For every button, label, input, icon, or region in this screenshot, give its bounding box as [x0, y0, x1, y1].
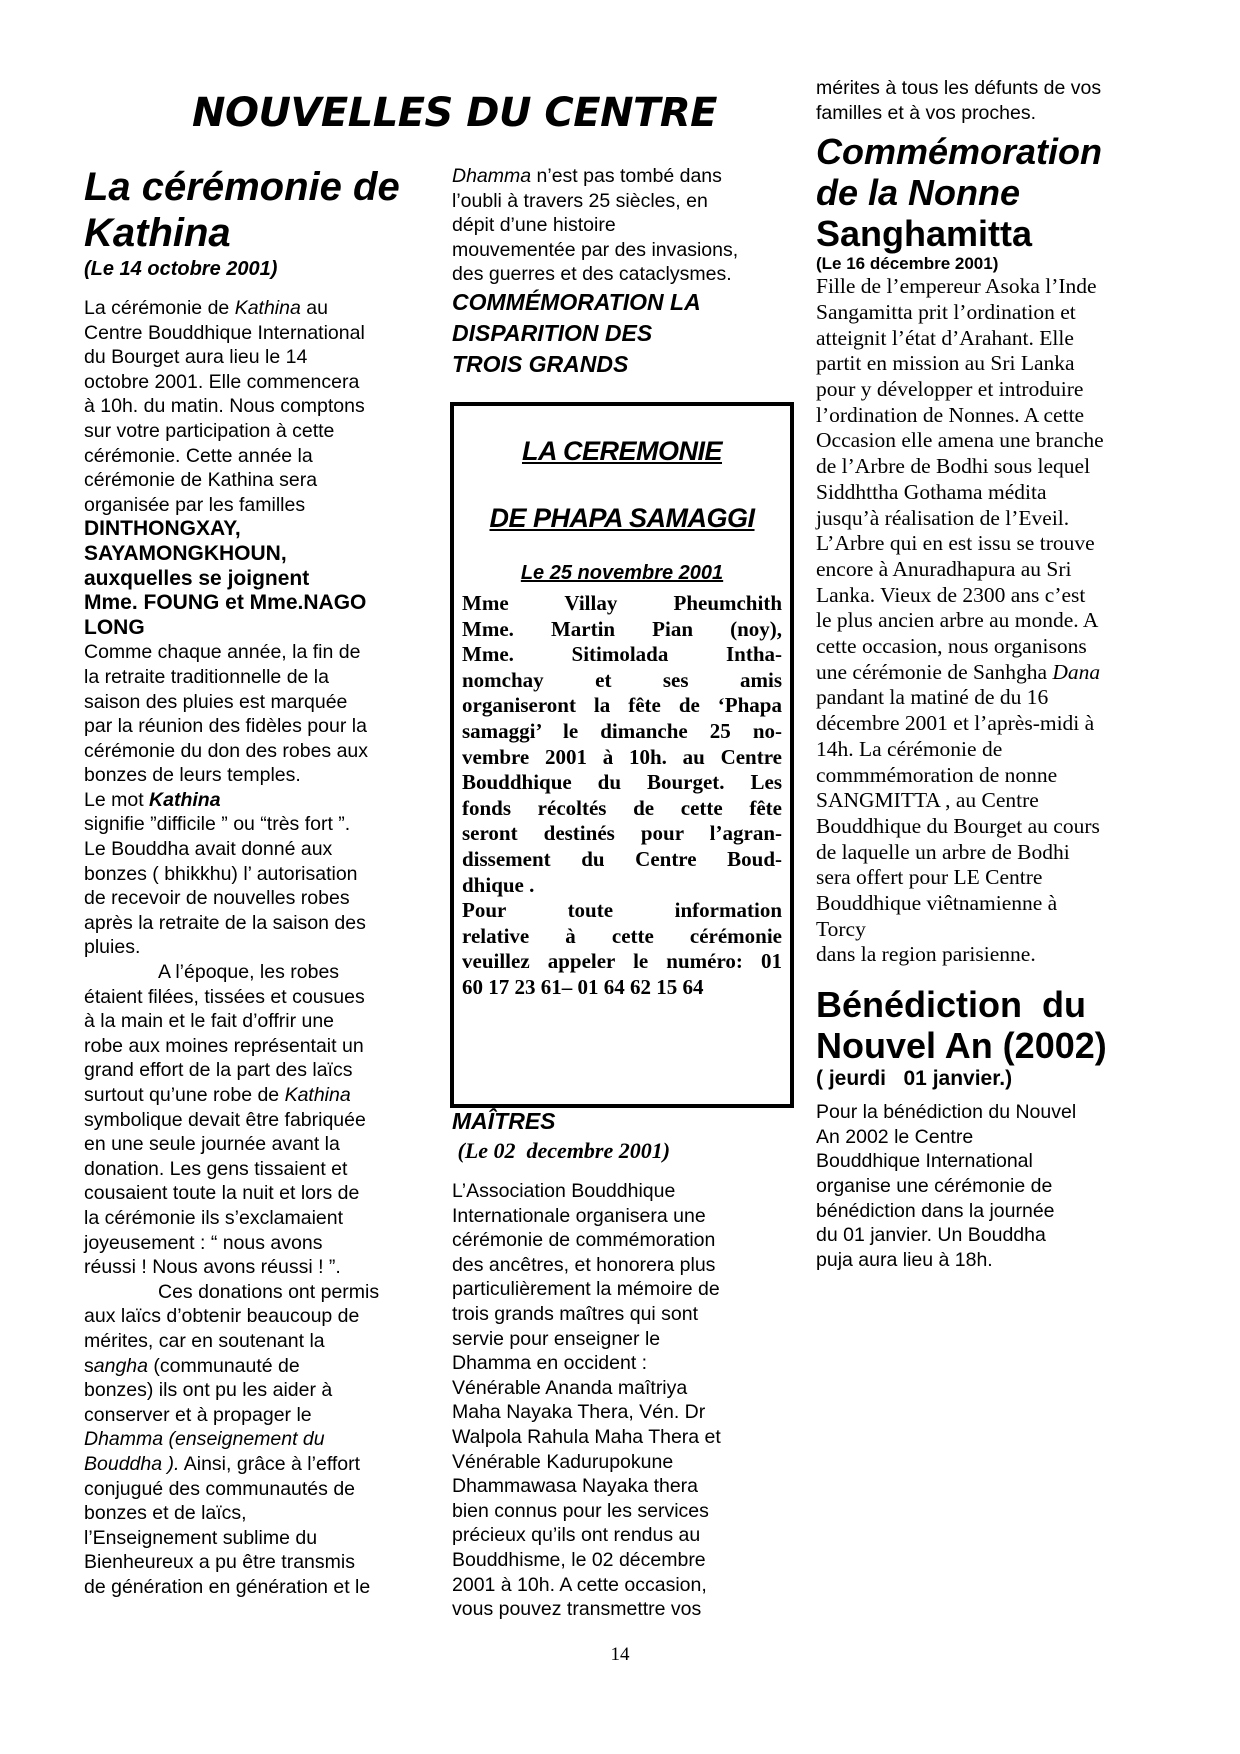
text-line: bonzes et de laïcs,	[84, 1502, 247, 1525]
text-line: donation. Les gens tissaient et	[84, 1157, 348, 1180]
text-line: Comme chaque année, la fin de	[84, 641, 361, 664]
text-line: à 10h. du matin. Nous comptons	[84, 395, 365, 418]
text-line: Pour la bénédiction du Nouvel	[816, 1101, 1077, 1124]
text-line: atteignit l’état d’Arahant. Elle	[816, 325, 1074, 350]
text-line: sangha (communauté de	[84, 1354, 300, 1377]
text-line: pour y développer et introduire	[816, 377, 1084, 401]
text-line: octobre 2001. Elle commencera	[84, 370, 360, 393]
text-line: Dhamma en occident :	[452, 1352, 648, 1375]
kathina-word: Kathina	[149, 788, 221, 811]
text-line: Walpola Rahula Maha Thera et	[452, 1425, 721, 1448]
text-line: SANGMITTA , au Centre	[816, 788, 1039, 813]
text-line: cette occasion, nous organisons	[816, 634, 1087, 659]
text-line: Le Bouddha avait donné aux	[84, 838, 333, 861]
text-line: Mme Villay Pheumchith	[462, 591, 782, 615]
text-line: Ces donations ont permis	[158, 1280, 380, 1303]
text-line: L’Arbre qui en est issu se trouve	[816, 531, 1095, 556]
text-line: Siddhttha Gothama médita	[816, 479, 1047, 504]
text-line: bonzes de leurs temples.	[84, 764, 301, 787]
text-line: Dhammawasa Nayaka thera	[452, 1475, 699, 1498]
maitres-date: (Le 02 decembre 2001)	[452, 1138, 671, 1163]
text-line: fonds récoltés de cette fête	[462, 795, 782, 820]
kathina-paragraph-2	[84, 640, 434, 788]
text-line: 60 17 23 61– 01 64 62 15 64	[462, 974, 704, 999]
text-line: Pour toute information	[462, 898, 782, 923]
kathina-heading-line1: La cérémonie de	[84, 165, 400, 209]
text-line: de l’Arbre de Bodhi sous lequel	[816, 454, 1091, 479]
text-line: décembre 2001 et l’après-midi à	[816, 711, 1095, 736]
text-line: sera offert pour LE Centre	[816, 865, 1043, 890]
text-line: le plus ancien arbre au monde. A	[816, 608, 1099, 633]
text-line: particulièrement la mémoire de	[452, 1278, 720, 1301]
text-line: précieux qu’ils ont rendus au	[452, 1524, 701, 1547]
text-line: trois grands maîtres qui sont	[452, 1302, 699, 1325]
box-title-line2: DE PHAPA SAMAGGI	[489, 503, 755, 533]
text-line: la cérémonie ils s’exclamaient	[84, 1206, 344, 1229]
kathina-heading	[84, 164, 434, 256]
kathina-paragraph-4	[84, 960, 434, 1280]
text-line: pandant la matiné de du 16	[816, 685, 1049, 710]
text-line: à la main et le fait d’offrir une	[84, 1010, 335, 1033]
text-line: de recevoir de nouvelles robes	[84, 887, 350, 910]
text-line: cérémonie du don des robes aux	[84, 739, 369, 762]
kathina-paragraph-5	[84, 1280, 434, 1600]
sanghamitta-date: (Le 16 décembre 2001)	[816, 254, 999, 274]
box-title-line1: LA CEREMONIE	[521, 436, 722, 466]
box-body	[454, 591, 790, 1001]
text-line: réussi ! Nous avons réussi ! ”.	[84, 1256, 341, 1279]
text-line: dissement du Centre Boud-	[462, 846, 782, 871]
nouvel-an-heading	[816, 984, 1166, 1066]
text-line: vous pouvez transmettre vos	[452, 1598, 702, 1621]
text-line: bonzes) ils ont pu les aider à	[84, 1379, 333, 1402]
maitres-heading-tail: MAÎTRES	[452, 1108, 556, 1134]
text-line: conjugué des communautés de	[84, 1477, 356, 1500]
text-line: Sangamitta prit l’ordination et	[816, 299, 1076, 324]
text-line: dépit d’une histoire	[452, 214, 616, 237]
sanghamitta-heading-line2: de la Nonne	[816, 172, 1021, 214]
text-line: encore à Anuradhapura au Sri	[816, 556, 1072, 581]
text-line: jusqu’à réalisation de l’Eveil.	[816, 505, 1070, 530]
text-line: LONG	[84, 615, 145, 639]
text-line: dhique .	[462, 872, 535, 897]
text-line: par la réunion des fidèles pour la	[84, 715, 367, 738]
text-line: DINTHONGXAY,	[84, 517, 241, 541]
text-line: des ancêtres, et honorera plus	[452, 1253, 716, 1276]
text-line: SAYAMONGKHOUN,	[84, 541, 287, 565]
text-line: Bouddha ). Ainsi, grâce à l’effort	[84, 1452, 361, 1475]
text-line: sur votre participation à cette	[84, 419, 335, 442]
kathina-intro	[84, 296, 434, 517]
text-line: familles et à vos proches.	[816, 101, 1037, 124]
text-line: A l’époque, les robes	[158, 961, 340, 984]
text-line: La cérémonie de Kathina au	[84, 297, 328, 319]
text-line: des guerres et des cataclysmes.	[452, 263, 732, 286]
text-line: 14h. La cérémonie de	[816, 736, 1003, 761]
text-line: robe aux moines représentait un	[84, 1034, 364, 1057]
text-line: cérémonie de Kathina sera	[84, 469, 318, 492]
text-line: joyeusement : “ nous avons	[84, 1231, 323, 1254]
nouvel-an-heading-line1: Bénédiction du	[816, 984, 1086, 1026]
sanghamitta-body	[816, 274, 1166, 968]
text-line: Torcy	[816, 916, 866, 941]
text-line: An 2002 le Centre	[816, 1125, 974, 1148]
text-line: surtout qu’une robe de Kathina	[84, 1084, 351, 1106]
text-line: mouvementée par des invasions,	[452, 238, 739, 261]
text-line: Bienheureux a pu être transmis	[84, 1551, 355, 1574]
text-line: partit en mission au Sri Lanka	[816, 351, 1075, 376]
text-line: l’Enseignement sublime du	[84, 1526, 318, 1549]
box-date: Le 25 novembre 2001	[520, 562, 724, 584]
text-line: mérites à tous les défunts de vos	[816, 77, 1102, 99]
page-title: NOUVELLES DU CENTRE	[192, 90, 717, 136]
page-number: 14	[610, 1644, 630, 1665]
text-line: symbolique devait être fabriquée	[84, 1108, 366, 1131]
text-line: TROIS GRANDS	[452, 350, 629, 377]
middle-column	[452, 164, 802, 380]
text-line: conserver et à propager le	[84, 1403, 312, 1426]
text-line: Mme. FOUNG et Mme.NAGO	[84, 591, 367, 615]
text-line: saison des pluies est marquée	[84, 690, 348, 713]
text-line: la retraite traditionnelle de la	[84, 665, 329, 688]
text-line: étaient filées, tissées et cousues	[84, 985, 365, 1008]
text-line: DISPARITION DES	[452, 319, 653, 346]
text-line: Centre Bouddhique International	[84, 321, 365, 344]
maitres-heading	[452, 287, 802, 380]
text-line: relative à cette cérémonie	[462, 923, 782, 948]
text-line: Bouddhique du Bourget. Les	[462, 770, 782, 795]
kathina-word-prefix: Le mot	[84, 788, 150, 811]
text-line: Vénérable Kadurupokune	[452, 1450, 674, 1473]
text-line: nomchay et ses amis	[462, 667, 782, 692]
kathina-continuation	[452, 164, 802, 287]
text-line: commmémoration de nonne	[816, 762, 1058, 787]
right-column	[816, 76, 1166, 1272]
text-line: bénédiction dans la journée	[816, 1199, 1055, 1222]
text-line: Occasion elle amena une branche	[816, 428, 1104, 453]
text-line: pluies.	[84, 936, 141, 959]
sanghamitta-heading-line3: Sanghamitta	[816, 213, 1033, 255]
text-line: une cérémonie de Sanhgha Dana	[816, 659, 1101, 684]
text-line: auxquelles se joignent	[84, 566, 310, 590]
text-line: cérémonie de commémoration	[452, 1229, 716, 1252]
maitres-continued	[452, 1106, 802, 1622]
text-line: L’Association Bouddhique	[452, 1180, 676, 1202]
article-kathina	[84, 164, 434, 1599]
text-line: Dhamma (enseignement du	[84, 1428, 325, 1451]
text-line: Bouddhique viêtnamienne à	[816, 891, 1058, 916]
text-line: servie pour enseigner le	[452, 1327, 661, 1350]
text-line: veuillez appeler le numéro: 01	[462, 949, 782, 974]
text-line: de génération en génération et le	[84, 1575, 371, 1598]
text-line: seront destinés pour l’agran-	[462, 821, 782, 846]
text-line: Dhamma n’est pas tombé dans	[452, 165, 722, 187]
text-line: Mme. Sitimolada Intha-	[462, 642, 782, 667]
kathina-families	[84, 517, 434, 640]
text-line: l’ordination de Nonnes. A cette	[816, 402, 1085, 427]
text-line: Fille de l’empereur Asoka l’Inde	[816, 274, 1097, 299]
kathina-word-line	[84, 788, 434, 813]
kathina-heading-line2: Kathina	[84, 211, 231, 255]
text-line: Bouddhique International	[816, 1150, 1033, 1173]
text-line: organise une cérémonie de	[816, 1174, 1053, 1197]
maitres-continuation	[816, 76, 1166, 125]
text-line: bien connus pour les services	[452, 1499, 709, 1522]
text-line: signifie ”difficile ” ou “très fort ”.	[84, 813, 351, 836]
text-line: puja aura lieu à 18h.	[816, 1248, 993, 1271]
text-line: du Bourget aura lieu le 14	[84, 346, 308, 369]
text-line: de laquelle un arbre de Bodhi	[816, 839, 1070, 864]
text-line: 2001 à 10h. A cette occasion,	[452, 1573, 707, 1596]
kathina-date: (Le 14 octobre 2001)	[84, 258, 278, 280]
text-line: samaggi’ le dimanche 25 no-	[462, 718, 782, 743]
text-line: COMMÉMORATION LA	[452, 288, 701, 315]
text-line: bonzes ( bhikkhu) l’ autorisation	[84, 862, 358, 885]
text-line: du 01 janvier. Un Bouddha	[816, 1224, 1046, 1247]
text-line: Lanka. Vieux de 2300 ans c’est	[816, 582, 1086, 607]
text-line: mérites, car en soutenant la	[84, 1329, 325, 1352]
text-line: dans la region parisienne.	[816, 942, 1036, 967]
kathina-paragraph-3	[84, 812, 434, 960]
text-line: organiseront la fête de ‘Phapa	[462, 693, 782, 718]
text-line: organisée par les familles	[84, 493, 306, 516]
nouvel-an-body	[816, 1100, 1166, 1272]
text-line: Bouddhique du Bourget au cours	[816, 813, 1100, 838]
text-line: cérémonie. Cette année la	[84, 444, 313, 467]
text-line: Maha Nayaka Thera, Vén. Dr	[452, 1401, 706, 1424]
text-line: cousaient toute la nuit et lors de	[84, 1182, 360, 1205]
nouvel-an-heading-line2: Nouvel An (2002)	[816, 1025, 1107, 1067]
text-line: l’oubli à travers 25 siècles, en	[452, 189, 708, 212]
sanghamitta-heading-line1: Commémoration	[816, 131, 1103, 173]
text-line: grand effort de la part des laïcs	[84, 1059, 353, 1082]
text-line: en une seule journée avant la	[84, 1133, 340, 1156]
text-line: vembre 2001 à 10h. au Centre	[462, 744, 782, 769]
text-line: Mme. Martin Pian (noy),	[462, 616, 782, 641]
text-line: aux laïcs d’obtenir beaucoup de	[84, 1305, 360, 1328]
sanghamitta-heading	[816, 131, 1166, 254]
text-line: après la retraite de la saison des	[84, 911, 366, 934]
maitres-body	[452, 1179, 802, 1622]
nouvel-an-date: ( jeurdi 01 janvier.)	[816, 1067, 1013, 1091]
phapa-samaggi-box	[450, 402, 794, 1108]
text-line: Bouddhisme, le 02 décembre	[452, 1548, 706, 1571]
text-line: Internationale organisera une	[452, 1204, 706, 1227]
text-line: Vénérable Ananda maîtriya	[452, 1376, 688, 1399]
